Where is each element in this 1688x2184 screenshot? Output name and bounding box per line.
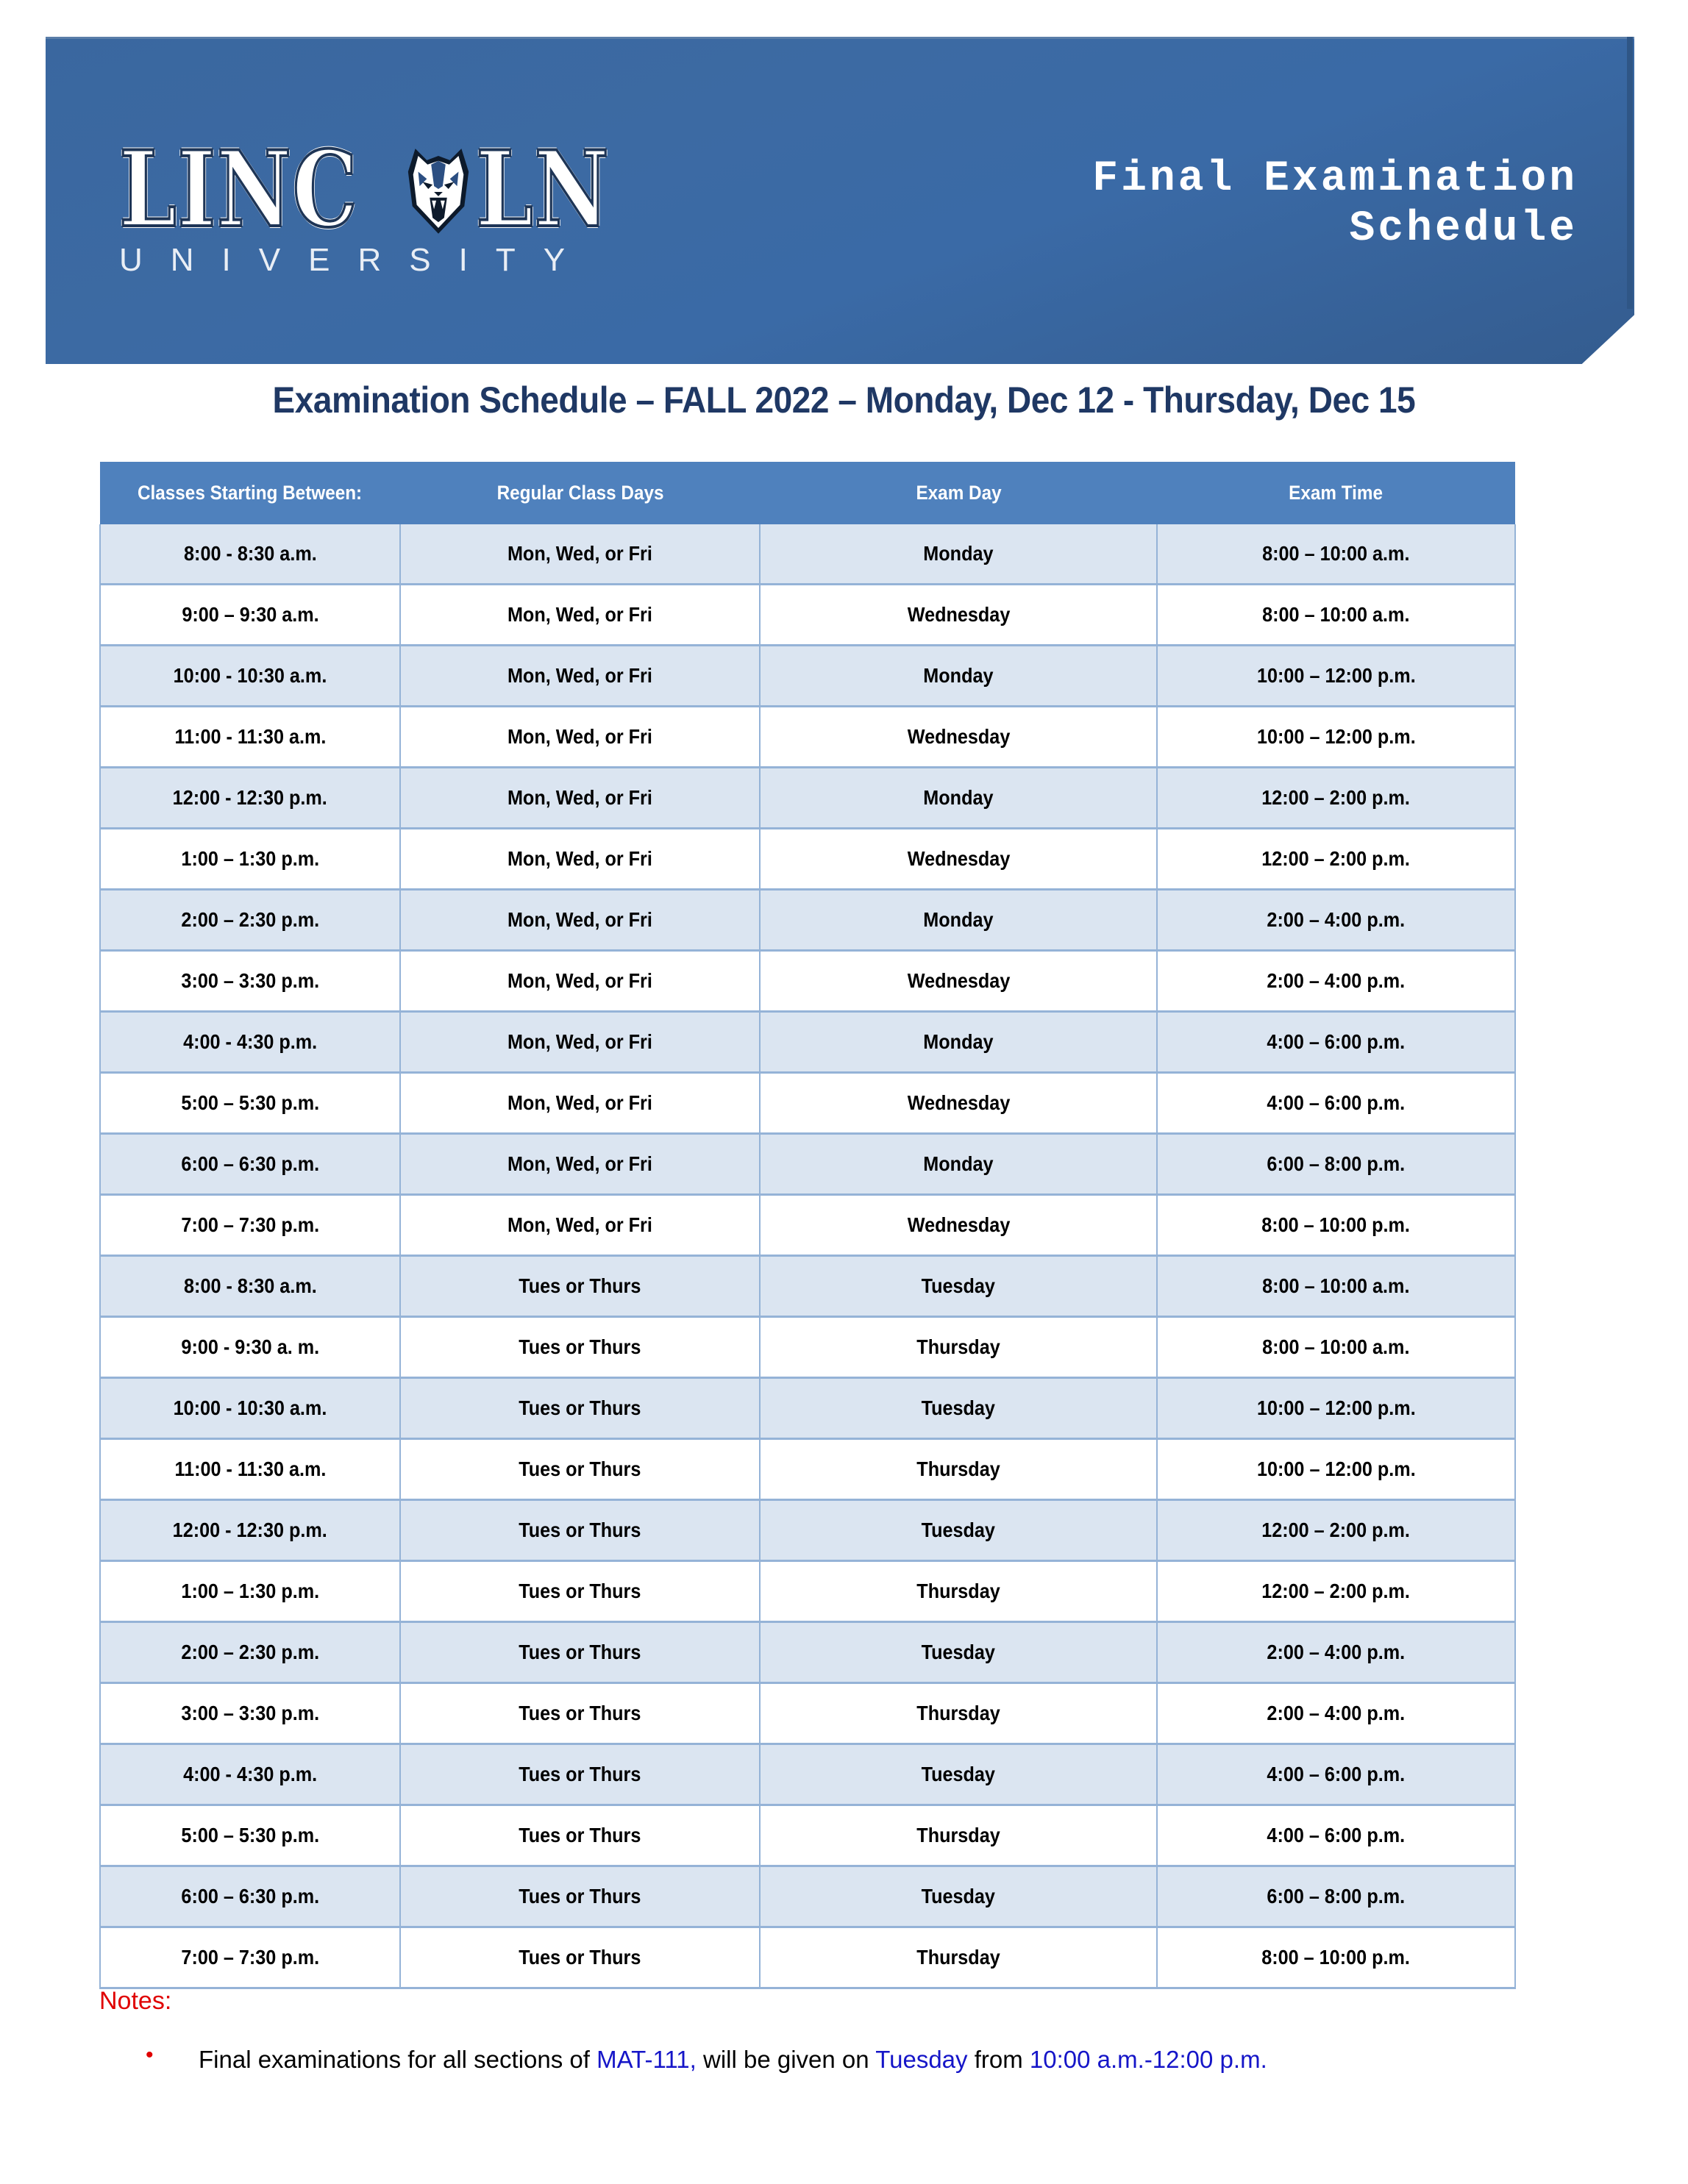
cell-class-start: 4:00 - 4:30 p.m.	[100, 1744, 400, 1805]
cell-exam-day: Wednesday	[760, 707, 1156, 768]
cell-class-start: 3:00 – 3:30 p.m.	[100, 1683, 400, 1744]
table-row	[100, 768, 1515, 829]
cell-exam-time: 4:00 – 6:00 p.m.	[1157, 1073, 1515, 1134]
cell-exam-day: Tuesday	[760, 1256, 1156, 1317]
table-row	[100, 1317, 1515, 1378]
cell-exam-time: 8:00 – 10:00 a.m.	[1157, 585, 1515, 646]
exam-schedule-table	[99, 462, 1516, 1989]
cell-class-start: 10:00 - 10:30 a.m.	[100, 646, 400, 707]
cell-class-start: 12:00 - 12:30 p.m.	[100, 1500, 400, 1561]
cell-class-days: Tues or Thurs	[400, 1439, 760, 1500]
cell-exam-day: Tuesday	[760, 1500, 1156, 1561]
table-row	[100, 1134, 1515, 1195]
cell-class-start: 12:00 - 12:30 p.m.	[100, 768, 400, 829]
cell-class-start: 1:00 – 1:30 p.m.	[100, 829, 400, 890]
table-row	[100, 1561, 1515, 1622]
cell-exam-day: Tuesday	[760, 1622, 1156, 1683]
cell-class-start: 9:00 - 9:30 a. m.	[100, 1317, 400, 1378]
cell-exam-time: 12:00 – 2:00 p.m.	[1157, 829, 1515, 890]
banner-title-line1: Final Examination	[1092, 155, 1578, 203]
note-course-code: MAT-111,	[597, 2046, 697, 2073]
cell-exam-time: 2:00 – 4:00 p.m.	[1157, 951, 1515, 1012]
cell-class-start: 9:00 – 9:30 a.m.	[100, 585, 400, 646]
cell-exam-time: 8:00 – 10:00 a.m.	[1157, 524, 1515, 585]
note-exam-day: Tuesday	[875, 2046, 968, 2073]
cell-exam-time: 4:00 – 6:00 p.m.	[1157, 1012, 1515, 1073]
table-row	[100, 890, 1515, 951]
cell-class-start: 5:00 – 5:30 p.m.	[100, 1073, 400, 1134]
cell-exam-day: Monday	[760, 524, 1156, 585]
cell-class-start: 5:00 – 5:30 p.m.	[100, 1805, 400, 1866]
cell-exam-day: Thursday	[760, 1805, 1156, 1866]
cell-class-days: Mon, Wed, or Fri	[400, 829, 760, 890]
table-row	[100, 1622, 1515, 1683]
table-row	[100, 1073, 1515, 1134]
cell-class-days: Mon, Wed, or Fri	[400, 585, 760, 646]
column-header-classes-starting: Classes Starting Between:	[100, 462, 400, 524]
cell-exam-day: Monday	[760, 890, 1156, 951]
cell-exam-day: Wednesday	[760, 1073, 1156, 1134]
cell-class-start: 6:00 – 6:30 p.m.	[100, 1866, 400, 1927]
cell-class-start: 11:00 - 11:30 a.m.	[100, 707, 400, 768]
university-logo	[119, 128, 610, 279]
cell-class-start: 6:00 – 6:30 p.m.	[100, 1134, 400, 1195]
table-row	[100, 1012, 1515, 1073]
cell-class-start: 4:00 - 4:30 p.m.	[100, 1012, 400, 1073]
cell-exam-day: Tuesday	[760, 1378, 1156, 1439]
cell-exam-time: 6:00 – 8:00 p.m.	[1157, 1866, 1515, 1927]
cell-exam-day: Monday	[760, 1134, 1156, 1195]
cell-exam-time: 8:00 – 10:00 p.m.	[1157, 1927, 1515, 1988]
cell-exam-time: 12:00 – 2:00 p.m.	[1157, 1500, 1515, 1561]
table-row	[100, 1195, 1515, 1256]
cell-exam-day: Tuesday	[760, 1866, 1156, 1927]
cell-class-days: Tues or Thurs	[400, 1866, 760, 1927]
note-part: will be given on	[696, 2046, 876, 2073]
note-part: Final examinations for all sections of	[199, 2046, 597, 2073]
notes-label: Notes:	[99, 1987, 172, 2015]
table-header-row	[100, 462, 1515, 524]
cell-class-days: Tues or Thurs	[400, 1500, 760, 1561]
cell-class-days: Mon, Wed, or Fri	[400, 768, 760, 829]
cell-class-start: 2:00 – 2:30 p.m.	[100, 890, 400, 951]
cell-class-days: Mon, Wed, or Fri	[400, 951, 760, 1012]
cell-exam-day: Thursday	[760, 1317, 1156, 1378]
cell-exam-time: 8:00 – 10:00 a.m.	[1157, 1317, 1515, 1378]
cell-class-start: 7:00 – 7:30 p.m.	[100, 1195, 400, 1256]
cell-exam-day: Monday	[760, 1012, 1156, 1073]
table-row	[100, 1927, 1515, 1988]
cell-exam-day: Thursday	[760, 1561, 1156, 1622]
cell-class-start: 2:00 – 2:30 p.m.	[100, 1622, 400, 1683]
column-header-exam-day: Exam Day	[760, 462, 1156, 524]
table-row	[100, 1256, 1515, 1317]
cell-class-start: 8:00 - 8:30 a.m.	[100, 1256, 400, 1317]
logo-wordmark-left: LINC	[119, 128, 359, 251]
cell-exam-time: 10:00 – 12:00 p.m.	[1157, 646, 1515, 707]
cell-class-start: 3:00 – 3:30 p.m.	[100, 951, 400, 1012]
table-row	[100, 1683, 1515, 1744]
cell-exam-day: Monday	[760, 646, 1156, 707]
tiger-head-icon	[402, 142, 474, 238]
cell-class-days: Tues or Thurs	[400, 1927, 760, 1988]
cell-exam-day: Wednesday	[760, 951, 1156, 1012]
table-row	[100, 1744, 1515, 1805]
table-row	[100, 646, 1515, 707]
cell-class-start: 1:00 – 1:30 p.m.	[100, 1561, 400, 1622]
cell-class-start: 7:00 – 7:30 p.m.	[100, 1927, 400, 1988]
cell-class-days: Tues or Thurs	[400, 1256, 760, 1317]
logo-wordmark	[119, 128, 627, 251]
cell-exam-day: Tuesday	[760, 1744, 1156, 1805]
note-exam-time: 10:00 a.m.-12:00 p.m.	[1029, 2046, 1267, 2073]
cell-exam-time: 6:00 – 8:00 p.m.	[1157, 1134, 1515, 1195]
logo-subtitle: UNIVERSITY	[119, 242, 594, 278]
cell-exam-day: Thursday	[760, 1927, 1156, 1988]
cell-exam-time: 10:00 – 12:00 p.m.	[1157, 1439, 1515, 1500]
cell-class-days: Mon, Wed, or Fri	[400, 1073, 760, 1134]
column-header-class-days: Regular Class Days	[400, 462, 760, 524]
note-part: from	[967, 2046, 1030, 2073]
column-header-exam-time: Exam Time	[1157, 462, 1515, 524]
cell-exam-day: Thursday	[760, 1439, 1156, 1500]
cell-exam-day: Monday	[760, 768, 1156, 829]
cell-exam-time: 8:00 – 10:00 p.m.	[1157, 1195, 1515, 1256]
cell-exam-time: 10:00 – 12:00 p.m.	[1157, 707, 1515, 768]
page-title	[0, 379, 1688, 421]
cell-exam-time: 10:00 – 12:00 p.m.	[1157, 1378, 1515, 1439]
banner-title	[1092, 154, 1578, 254]
cell-exam-time: 2:00 – 4:00 p.m.	[1157, 1622, 1515, 1683]
cell-class-days: Mon, Wed, or Fri	[400, 890, 760, 951]
page-title-text: Examination Schedule – FALL 2022 – Monday, Dec 12 - Thursday, Dec 15	[272, 379, 1416, 421]
table-body	[100, 524, 1515, 1988]
cell-class-days: Mon, Wed, or Fri	[400, 524, 760, 585]
cell-class-days: Tues or Thurs	[400, 1622, 760, 1683]
note-text	[199, 2046, 1267, 2074]
cell-class-days: Tues or Thurs	[400, 1744, 760, 1805]
cell-exam-day: Wednesday	[760, 1195, 1156, 1256]
table-row	[100, 829, 1515, 890]
cell-class-start: 11:00 - 11:30 a.m.	[100, 1439, 400, 1500]
cell-exam-day: Wednesday	[760, 829, 1156, 890]
cell-exam-time: 12:00 – 2:00 p.m.	[1157, 1561, 1515, 1622]
bullet-icon: •	[146, 2043, 154, 2067]
cell-class-days: Tues or Thurs	[400, 1317, 760, 1378]
cell-class-days: Mon, Wed, or Fri	[400, 646, 760, 707]
cell-class-days: Mon, Wed, or Fri	[400, 1195, 760, 1256]
table-row	[100, 1378, 1515, 1439]
table-row	[100, 1439, 1515, 1500]
table-row	[100, 1500, 1515, 1561]
banner-title-line2: Schedule	[1349, 205, 1578, 253]
cell-class-days: Tues or Thurs	[400, 1561, 760, 1622]
cell-exam-time: 4:00 – 6:00 p.m.	[1157, 1744, 1515, 1805]
table-row	[100, 524, 1515, 585]
cell-class-days: Tues or Thurs	[400, 1378, 760, 1439]
cell-exam-time: 4:00 – 6:00 p.m.	[1157, 1805, 1515, 1866]
cell-exam-day: Thursday	[760, 1683, 1156, 1744]
cell-class-days: Tues or Thurs	[400, 1805, 760, 1866]
cell-class-days: Mon, Wed, or Fri	[400, 1012, 760, 1073]
cell-exam-time: 8:00 – 10:00 a.m.	[1157, 1256, 1515, 1317]
table-row	[100, 951, 1515, 1012]
banner-edge	[1627, 37, 1633, 309]
cell-class-start: 8:00 - 8:30 a.m.	[100, 524, 400, 585]
table-row	[100, 1805, 1515, 1866]
logo-wordmark-right: LN	[476, 128, 610, 251]
cell-class-days: Mon, Wed, or Fri	[400, 1134, 760, 1195]
cell-exam-time: 2:00 – 4:00 p.m.	[1157, 1683, 1515, 1744]
cell-exam-time: 2:00 – 4:00 p.m.	[1157, 890, 1515, 951]
cell-class-start: 10:00 - 10:30 a.m.	[100, 1378, 400, 1439]
table-row	[100, 585, 1515, 646]
table-row	[100, 707, 1515, 768]
cell-exam-day: Wednesday	[760, 585, 1156, 646]
table-row	[100, 1866, 1515, 1927]
cell-class-days: Mon, Wed, or Fri	[400, 707, 760, 768]
cell-exam-time: 12:00 – 2:00 p.m.	[1157, 768, 1515, 829]
cell-class-days: Tues or Thurs	[400, 1683, 760, 1744]
